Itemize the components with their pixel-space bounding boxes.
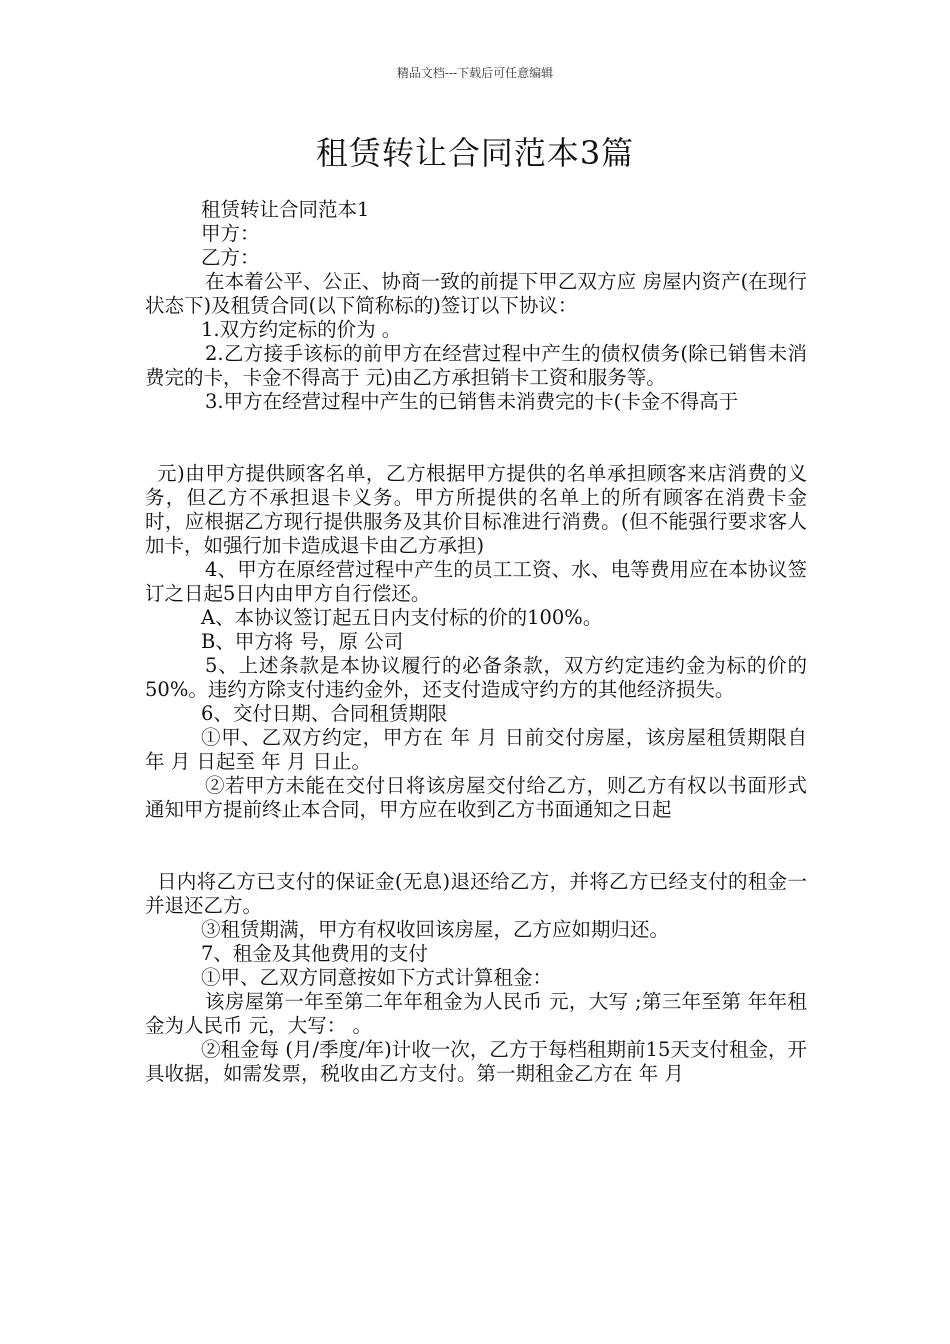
paragraph: 该房屋第一年至第二年年租金为人民币 元，大写 ;第三年至第 年年租金为人民币 元，大写： 。 [145,990,807,1037]
paragraph: 租赁转让合同范本1 [201,198,370,221]
document-body [145,198,807,1086]
paragraph: 元)由甲方提供顾客名单，乙方根据甲方提供的名单承担顾客来店消费的义务，但乙方不承担退卡义务。甲方所提供的名单上的所有顾客在消费卡金时，应根据乙方现行提供服务及其价目标准进行消费。(但不能强行要求客人加卡，如强行加卡造成退卡由乙方承担) [145,462,807,557]
paragraph: 3.甲方在经营过程中产生的已销售未消费完的卡(卡金不得高于 [205,390,739,413]
paragraph: 4、甲方在原经营过程中产生的员工工资、水、电等费用应在本协议签订之日起5日内由甲方自行偿还。 [145,558,807,605]
paragraph: A、本协议签订起五日内支付标的价的100%。 [201,606,603,629]
page-header: 精品文档---下载后可任意编辑 [396,66,554,80]
paragraph: 7、租金及其他费用的支付 [201,942,428,965]
paragraph: 在本着公平、公正、协商一致的前提下甲乙双方应 房屋内资产(在现行状态下)及租赁合同(以下简称标的)签订以下协议： [145,270,807,317]
paragraph: B、甲方将 号，原 公司 [201,630,404,653]
paragraph: 6、交付日期、合同租赁期限 [201,702,448,725]
paragraph: ①甲、乙双方同意按如下方式计算租金： [201,966,553,989]
document-title: 租赁转让合同范本3篇 [315,134,635,172]
paragraph: 2.乙方接手该标的前甲方在经营过程中产生的债权债务(除已销售未消费完的卡，卡金不得高于 元)由乙方承担销卡工资和服务等。 [145,342,807,389]
paragraph: 日内将乙方已支付的保证金(无息)退还给乙方，并将乙方已经支付的租金一并退还乙方。 [145,870,807,917]
paragraph: ②若甲方未能在交付日将该房屋交付给乙方，则乙方有权以书面形式通知甲方提前终止本合同，甲方应在收到乙方书面通知之日起 [145,774,807,821]
paragraph: 乙方： [201,246,260,269]
paragraph: ②租金每 (月/季度/年)计收一次，乙方于每档租期前15天支付租金，开具收据，如需发票，税收由乙方支付。第一期租金乙方在 年 月 [145,1038,807,1085]
paragraph: 1.双方约定标的价为 。 [201,318,402,341]
paragraph: ①甲、乙双方约定，甲方在 年 月 日前交付房屋，该房屋租赁期限自 年 月 日起至 年 月 日止。 [145,726,807,773]
paragraph: ③租赁期满，甲方有权收回该房屋，乙方应如期归还。 [201,918,670,941]
paragraph: 甲方： [201,222,260,245]
paragraph: 5、上述条款是本协议履行的必备条款，双方约定违约金为标的价的50%。违约方除支付违约金外，还支付造成守约方的其他经济损失。 [145,654,807,701]
